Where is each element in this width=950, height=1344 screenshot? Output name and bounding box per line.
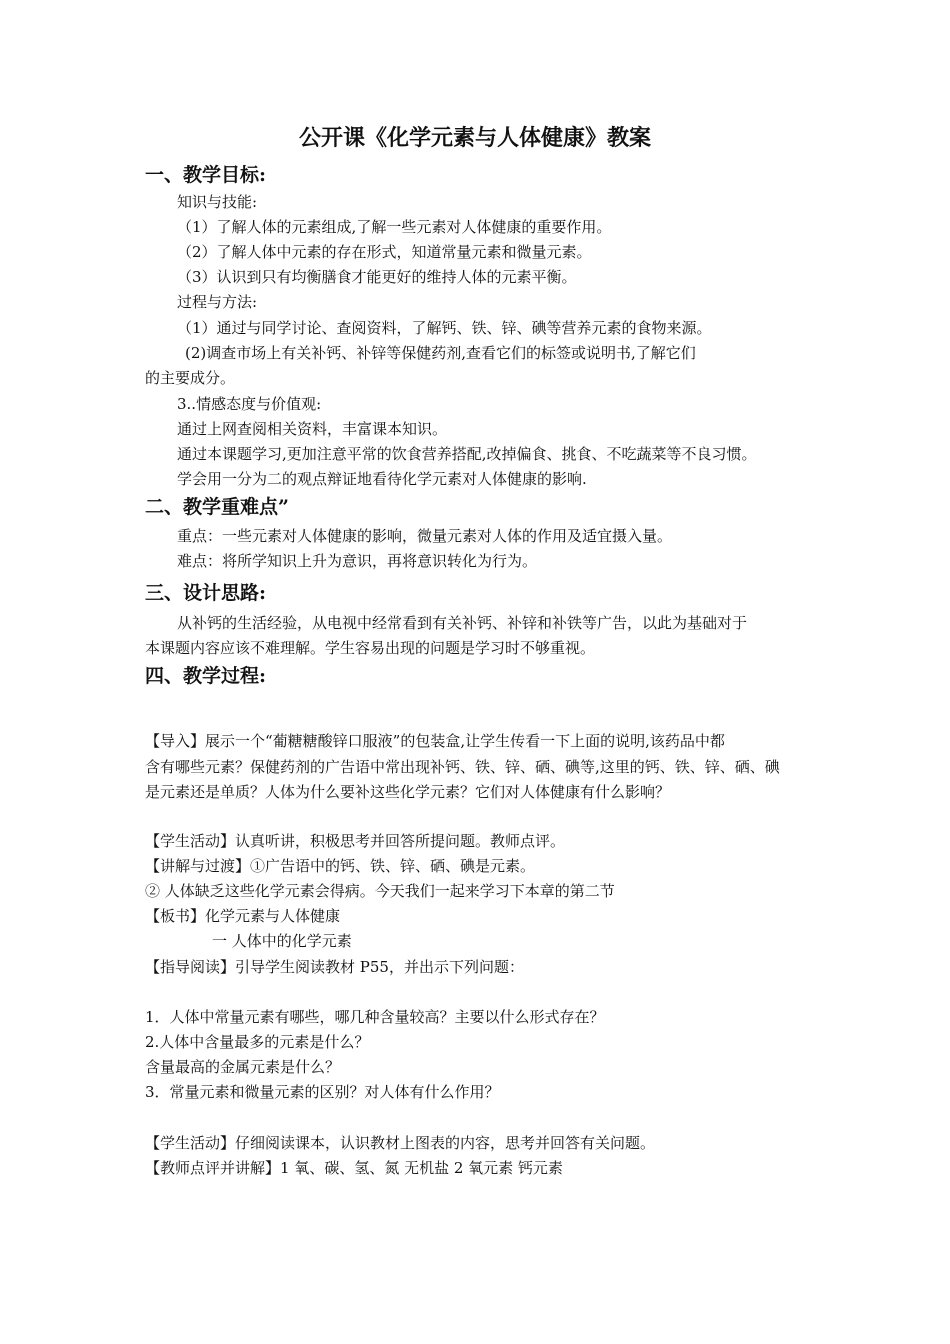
question-2b: 含量最高的金属元素是什么？ <box>145 1058 341 1076</box>
teacher-comment: 【教师点评并讲解】1 氧、碳、氢、氮 无机盐 2 氧元素 钙元素 <box>145 1159 563 1177</box>
section-heading-design: 三、设计思路: <box>145 582 267 604</box>
section-heading-process: 四、教学过程: <box>145 665 267 687</box>
intro-line-1: 【导入】展示一个“葡糖糖酸锌口服液”的包装盒,让学生传看一下上面的说明,该药品中都 <box>145 732 725 750</box>
question-1: 1．人体中常量元素有哪些，哪几种含量较高？主要以什么形式存在？ <box>145 1008 605 1026</box>
emotion-item-3: 学会用一分为二的观点辩证地看待化学元素对人体健康的影响. <box>177 470 587 488</box>
board-line-2: 一 人体中的化学元素 <box>212 932 352 950</box>
design-line-1: 从补钙的生活经验，从电视中经常看到有关补钙、补锌和补铁等广告，以此为基础对于 <box>177 614 748 632</box>
process-item-1: （1）通过与同学讨论、查阅资料，了解钙、铁、锌、碘等营养元素的食物来源。 <box>177 319 712 337</box>
emotion-item-1: 通过上网查阅相关资料，丰富课本知识。 <box>177 420 448 438</box>
process-heading: 过程与方法: <box>177 293 258 311</box>
knowledge-item-2: （2）了解人体中元素的存在形式，知道常量元素和微量元素。 <box>177 243 592 261</box>
student-activity-2: 【学生活动】仔细阅读课本，认识教材上图表的内容，思考并回答有关问题。 <box>145 1134 656 1152</box>
process-item-2-line-1: (2)调查市场上有关补钙、补锌等保健药剂,查看它们的标签或说明书,了解它们 <box>185 344 696 362</box>
section-heading-key-points: 二、教学重难点” <box>145 496 289 518</box>
emotion-heading: 3..情感态度与价值观: <box>177 395 322 413</box>
explain-line-1: 【讲解与过渡】①广告语中的钙、铁、锌、硒、碘是元素。 <box>145 857 536 875</box>
knowledge-item-3: （3）认识到只有均衡膳食才能更好的维持人体的元素平衡。 <box>177 268 577 286</box>
focus-point: 重点：一些元素对人体健康的影响，微量元素对人体的作用及适宜摄入量。 <box>177 527 673 545</box>
process-item-2-line-2: 的主要成分。 <box>145 369 236 387</box>
page-title: 公开课《化学元素与人体健康》教案 <box>298 125 651 151</box>
intro-line-2: 含有哪些元素？保健药剂的广告语中常出现补钙、铁、锌、硒、碘等,这里的钙、铁、锌、硒、碘 <box>145 758 780 776</box>
question-3: 3．常量元素和微量元素的区别？对人体有什么作用？ <box>145 1083 500 1101</box>
design-line-2: 本课题内容应该不难理解。学生容易出现的问题是学习时不够重视。 <box>145 639 596 657</box>
board-line-1: 【板书】化学元素与人体健康 <box>145 907 341 925</box>
intro-line-3: 是元素还是单质？人体为什么要补这些化学元素？它们对人体健康有什么影响？ <box>145 783 671 801</box>
student-activity-1: 【学生活动】认真听讲，积极思考并回答所提问题。教师点评。 <box>145 832 566 850</box>
emotion-item-2: 通过本课题学习,更加注意平常的饮食营养搭配,改掉偏食、挑食、不吃蔬菜等不良习惯。 <box>177 445 757 463</box>
knowledge-heading: 知识与技能: <box>177 193 258 211</box>
section-heading-objectives: 一、教学目标: <box>145 164 267 186</box>
question-2a: 2.人体中含量最多的元素是什么？ <box>145 1033 370 1051</box>
difficulty-point: 难点：将所学知识上升为意识，再将意识转化为行为。 <box>177 552 538 570</box>
reading-guide: 【指导阅读】引导学生阅读教材 P55，并出示下列问题： <box>145 958 524 976</box>
explain-line-2: ② 人体缺乏这些化学元素会得病。今天我们一起来学习下本章的第二节 <box>145 882 615 900</box>
knowledge-item-1: （1）了解人体的元素组成,了解一些元素对人体健康的重要作用。 <box>177 218 612 236</box>
